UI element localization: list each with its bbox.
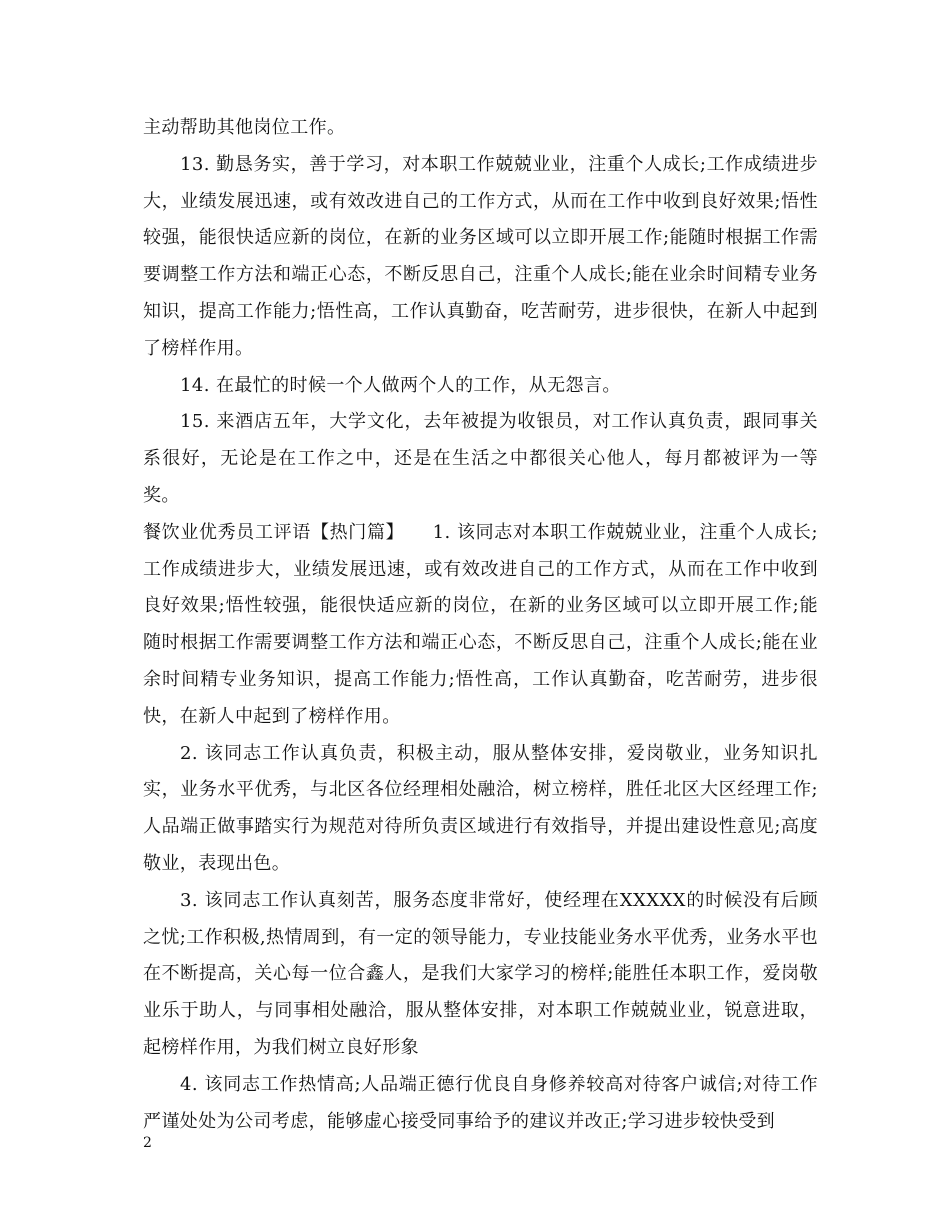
- paragraph-item-14: 14. 在最忙的时候一个人做两个人的工作，从无怨言。: [180, 374, 621, 396]
- page-number: 2: [143, 1135, 152, 1151]
- document-body: [143, 110, 818, 1140]
- paragraph-section-heading-item-1: 餐饮业优秀员工评语【热门篇】 1. 该同志对本职工作兢兢业业，注重个人成长;工作成绩进步大，业绩发展迅速，或有效改进自己的工作方式，从而在工作中收到良好效果;悟性较强，能很快适应新的岗位，在新的业务区域可以立即开展工作;能随时根据工作需要调整工作方法和端正心态，不断反思自己，注重个人成长;能在业余时间精专业务知识，提高工作能力;悟性高，工作认真勤奋，吃苦耐劳，进步很快，在新人中起到了榜样作用。: [143, 521, 818, 727]
- paragraph-item-3: 3. 该同志工作认真刻苦，服务态度非常好，使经理在XXXXX的时候没有后顾之忧;工作积极,热情周到，有一定的领导能力，专业技能业务水平优秀，业务水平也在不断提高，关心每一位合鑫人，是我们大家学习的榜样;能胜任本职工作，爱岗敬业乐于助人，与同事相处融洽，服从整体安排，对本职工作兢兢业业，锐意进取，起榜样作用，为我们树立良好形象: [143, 889, 818, 1058]
- paragraph-item-13: 13. 勤恳务实，善于学习，对本职工作兢兢业业，注重个人成长;工作成绩进步大，业绩发展迅速，或有效改进自己的工作方式，从而在工作中收到良好效果;悟性较强，能很快适应新的岗位，在新的业务区域可以立即开展工作;能随时根据工作需要调整工作方法和端正心态，不断反思自己，注重个人成长;能在业余时间精专业务知识，提高工作能力;悟性高，工作认真勤奋，吃苦耐劳，进步很快，在新人中起到了榜样作用。: [143, 153, 818, 359]
- paragraph-continuation: 主动帮助其他岗位工作。: [143, 117, 346, 138]
- paragraph-item-2: 2. 该同志工作认真负责，积极主动，服从整体安排，爱岗敬业，业务知识扎实，业务水平优秀，与北区各位经理相处融洽，树立榜样，胜任北区大区经理工作;人品端正做事踏实行为规范对待所负责区域进行有效指导，并提出建设性意见;高度敬业，表现出色。: [143, 742, 818, 874]
- paragraph-item-15: 15. 来酒店五年，大学文化，去年被提为收银员，对工作认真负责，跟同事关系很好，无论是在工作之中，还是在生活之中都很关心他人，每月都被评为一等奖。: [143, 411, 818, 506]
- paragraph-item-4: 4. 该同志工作热情高;人品端正德行优良自身修养较高对待客户诚信;对待工作严谨处处为公司考虑，能够虚心接受同事给予的建议并改正;学习进步较快受到: [143, 1073, 818, 1132]
